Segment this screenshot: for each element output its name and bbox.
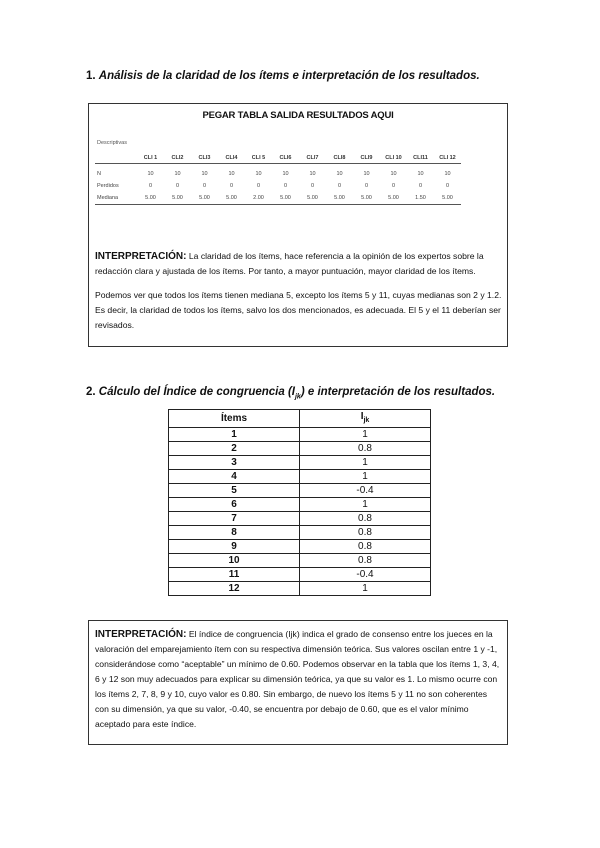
ijk-value: 0.8	[300, 554, 431, 568]
ijk-value: 0.8	[300, 540, 431, 554]
ijk-item: 4	[169, 470, 300, 484]
interpretation-lead-2: INTERPRETACIÓN:	[95, 629, 187, 640]
ijk-row	[169, 582, 431, 596]
cell-value: 0	[337, 182, 342, 189]
row-label: Perdidos	[97, 182, 119, 189]
column-header: CLI8	[326, 153, 353, 164]
header-blank	[95, 153, 137, 164]
ijk-row	[169, 442, 431, 456]
paste-table-label: PEGAR TABLA SALIDA RESULTADOS AQUI	[202, 110, 394, 121]
ijk-header-items: Ítems	[169, 410, 300, 428]
cell-value: 10	[201, 170, 208, 177]
cell-value: 5.00	[218, 192, 245, 205]
ijk-item: 7	[169, 512, 300, 526]
ijk-item: 1	[169, 428, 300, 442]
ijk-value: 0.8	[300, 512, 431, 526]
column-header: CLI 10	[380, 153, 407, 164]
clarity-interpretation-2: Podemos ver que todos los ítems tienen mediana 5, excepto los ítems 5 y 11, cuyas medianas son 2 y 1.2. Es decir, la claridad de todos los ítems, salvo los dos mencionados, es adecuada. El 5 y el 11 deberían ser revisados.	[95, 290, 502, 330]
ijk-value: 1	[300, 456, 431, 470]
ijk-item: 5	[169, 484, 300, 498]
cell-value: 10	[336, 170, 343, 177]
ijk-header-i: I	[360, 411, 364, 422]
ijk-value: 0.8	[300, 442, 431, 456]
row-label: N	[97, 170, 101, 177]
clarity-interpretation	[95, 249, 505, 279]
cell-value: 1.50	[407, 192, 434, 205]
ijk-value: 0.8	[300, 526, 431, 540]
ijk-item: 8	[169, 526, 300, 540]
ijk-row	[169, 428, 431, 442]
section-2-title-sub: jk	[294, 393, 301, 401]
ijk-value: 1	[300, 470, 431, 484]
descriptives-table	[95, 153, 461, 205]
section-2-title-pre: Cálculo del Índice de congruencia (I	[98, 386, 295, 398]
ijk-row	[169, 540, 431, 554]
interpretation-text: La claridad de los ítems, hace referencia a la opinión de los expertos sobre la redacción clara y ajustada de los ítems. Por tanto, a mayor puntuación, mayor claridad de los ítems.	[95, 251, 484, 276]
column-header: CLI11	[407, 153, 434, 164]
descriptivas-label: Descriptivas	[97, 140, 127, 146]
cell-value: 10	[147, 170, 154, 177]
cell-value: 0	[418, 182, 423, 189]
ijk-row	[169, 526, 431, 540]
ijk-row	[169, 484, 431, 498]
column-header: CLI7	[299, 153, 326, 164]
ijk-value: 1	[300, 428, 431, 442]
column-header: CLI 1	[137, 153, 164, 164]
descriptives-row	[95, 180, 461, 192]
ijk-row	[169, 554, 431, 568]
section-2-number: 2.	[86, 386, 96, 398]
column-header: CLI2	[164, 153, 191, 164]
ijk-header-sub: jk	[363, 417, 370, 424]
cell-value: 5.00	[137, 192, 164, 205]
cell-value: 5.00	[164, 192, 191, 205]
column-header: CLI4	[218, 153, 245, 164]
cell-value: 5.00	[191, 192, 218, 205]
cell-value: 10	[390, 170, 397, 177]
ijk-row	[169, 512, 431, 526]
cell-value: 5.00	[380, 192, 407, 205]
ijk-item: 12	[169, 582, 300, 596]
section-1-number: 1.	[86, 70, 96, 82]
cell-value: 5.00	[272, 192, 299, 205]
section-2-heading	[86, 386, 495, 400]
congruence-interpretation	[95, 627, 503, 732]
interpretation-lead: INTERPRETACIÓN:	[95, 251, 187, 262]
descriptives-header-row	[95, 153, 461, 164]
ijk-value: 1	[300, 582, 431, 596]
descriptives-row	[95, 192, 461, 205]
cell-value: 0	[202, 182, 207, 189]
cell-value: 10	[255, 170, 262, 177]
cell-value: 0	[148, 182, 153, 189]
column-header: CLI 12	[434, 153, 461, 164]
cell-value: 2.00	[245, 192, 272, 205]
ijk-value: 1	[300, 498, 431, 512]
section-1-title: Análisis de la claridad de los ítems e interpretación de los resultados.	[98, 70, 480, 82]
ijk-value: -0.4	[300, 568, 431, 582]
ijk-row	[169, 456, 431, 470]
cell-value: 0	[256, 182, 261, 189]
cell-value: 10	[282, 170, 289, 177]
ijk-row	[169, 498, 431, 512]
column-header: CLI6	[272, 153, 299, 164]
cell-value: 10	[228, 170, 235, 177]
cell-value: 0	[310, 182, 315, 189]
section-1-heading	[86, 70, 480, 82]
cell-value: 5.00	[353, 192, 380, 205]
row-label: Mediana	[95, 192, 137, 205]
cell-value: 0	[445, 182, 450, 189]
results-box	[88, 103, 508, 347]
cell-value: 5.00	[299, 192, 326, 205]
column-header: CLI 5	[245, 153, 272, 164]
descriptives-body	[95, 164, 461, 205]
ijk-item: 3	[169, 456, 300, 470]
ijk-header-row	[169, 410, 431, 428]
descriptives-row	[95, 164, 461, 180]
ijk-row	[169, 568, 431, 582]
ijk-item: 2	[169, 442, 300, 456]
ijk-row	[169, 470, 431, 484]
section-2-title-post: ) e interpretación de los resultados.	[300, 386, 496, 398]
cell-value: 10	[363, 170, 370, 177]
ijk-body	[169, 428, 431, 596]
ijk-item: 6	[169, 498, 300, 512]
cell-value: 0	[175, 182, 180, 189]
ijk-item: 10	[169, 554, 300, 568]
cell-value: 5.00	[434, 192, 461, 205]
column-header: CLI3	[191, 153, 218, 164]
cell-value: 0	[229, 182, 234, 189]
column-header: CLI9	[353, 153, 380, 164]
ijk-item: 11	[169, 568, 300, 582]
cell-value: 10	[309, 170, 316, 177]
ijk-table	[168, 409, 431, 596]
ijk-item: 9	[169, 540, 300, 554]
cell-value: 10	[417, 170, 424, 177]
congruence-box	[88, 620, 508, 745]
interpretation-text-2: El índice de congruencia (Ijk) indica el grado de consenso entre los jueces en la valoración del emparejamiento ítem con su respectiva dimensión teórica. Sus valores oscilan entre 1 y -1, considerándose como “aceptable” un mínimo de 0.60. Podemos observar en la tabla que los ítems 1, 3, 4, 6 y 12 son muy adecuados para explicar su dimensión teórica, ya que su valor es 1. Lo mismo ocurre con los ítems 2, 7, 8, 9 y 10, cuyo valor es 0.80. Sin embargo, de nuevo los ítems 5 y 11 no son coherentes con su dimensión, ya que su valor, -0.40, se encuentra por debajo de 0.60, que es el valor mínimo aceptado para este índice.	[95, 629, 500, 729]
cell-value: 0	[391, 182, 396, 189]
cell-value: 10	[444, 170, 451, 177]
cell-value: 10	[174, 170, 181, 177]
cell-value: 0	[364, 182, 369, 189]
cell-value: 0	[283, 182, 288, 189]
ijk-header-ijk	[300, 410, 431, 428]
cell-value: 5.00	[326, 192, 353, 205]
ijk-value: -0.4	[300, 484, 431, 498]
